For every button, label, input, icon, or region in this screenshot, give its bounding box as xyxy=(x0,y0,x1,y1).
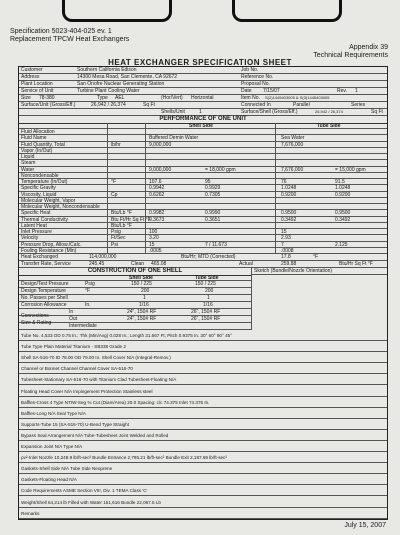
address-value: 14300 Mesa Road, San Clemente, CA 92672 xyxy=(77,74,178,80)
construction-channel-row xyxy=(19,363,387,374)
conn-out-tube: 26", 150# RF xyxy=(191,316,221,322)
performance-cell-unit: lb/hr xyxy=(111,141,121,148)
performance-cell-t-in: 1.0248 xyxy=(281,185,297,192)
conn-out-label: Out xyxy=(69,316,78,322)
surface-shell-units: Sq Ft xyxy=(371,109,383,115)
date-label: Date xyxy=(241,88,252,94)
performance-cell-s-out: 0.3651 xyxy=(205,216,221,223)
construction-weight-text: Weight/Shell 64,214 lb Filled with Water 151,616 Bundle 22,067.5 Lb xyxy=(21,499,161,505)
performance-cell-s-in: 0.9942 xyxy=(149,185,165,192)
construction-bypass-text: Bypass Seal Arrangement N/A Tube-Tubesheet Joint Welded and Rolled xyxy=(21,432,169,438)
type-label: Type xyxy=(97,95,108,101)
transfer-rate-value: 245.45 xyxy=(89,261,105,267)
construction-shell-side-header: Shell Side xyxy=(129,275,153,281)
performance-cell-s-in: 100 xyxy=(149,229,158,235)
performance-section-title: PERFORMANCE OF ONE UNIT xyxy=(19,116,387,124)
performance-cell-label: Fouling Resistance (Min) xyxy=(21,247,77,254)
sketch-label: Sketch (Bundle/Nozzle Orientation) xyxy=(254,268,333,274)
performance-cell-label: Molecular Weight, Vapor xyxy=(21,197,76,204)
construction-floating-head-row xyxy=(19,386,387,397)
transfer-rate-units: Btu/Hr Sq Ft °F xyxy=(339,261,373,267)
performance-cell-unit: Psi xyxy=(111,241,118,248)
performance-cell-s-in: 0.9982 xyxy=(149,210,165,217)
performance-cell-label: Velocity xyxy=(21,235,39,242)
surface-unit-label: Surface/Unit (Gross/Eff.) xyxy=(21,102,76,108)
binder-clip-left xyxy=(62,0,172,22)
spec-form xyxy=(18,66,388,520)
performance-cell-label: Molecular Weight, Noncondensable xyxy=(21,204,100,210)
size-rating-label: Size & Rating xyxy=(21,320,52,326)
performance-column-divider xyxy=(275,123,276,254)
heat-exchanged-row xyxy=(19,254,387,261)
corrosion-shell: 1/16 xyxy=(139,302,149,308)
surface-unit-units: Sq Ft xyxy=(143,102,155,108)
design-pressure-label: Design/Test Pressure xyxy=(21,281,69,287)
performance-cell-unit: Cp xyxy=(111,191,118,198)
corrosion-label: Corrosion Allowance xyxy=(21,302,67,308)
performance-cell-label: Inlet Pressure xyxy=(21,229,52,235)
performance-cell-label: Viscosity, Liquid xyxy=(21,191,57,198)
construction-supports-row xyxy=(19,419,387,430)
performance-cell-t-in: 0.9200 xyxy=(281,191,297,198)
design-temp-label: Design Temperature xyxy=(21,288,66,294)
performance-cell-label: Noncondensable xyxy=(21,172,59,179)
actual-label: Actual xyxy=(239,261,253,267)
performance-cell-t-in: 0.9500 xyxy=(281,210,297,217)
performance-cell-s-out: 7 / 11.673 xyxy=(205,241,227,248)
design-pressure-row xyxy=(19,281,251,288)
spec-header xyxy=(10,28,129,44)
sketch-divider xyxy=(251,275,252,330)
conn-in-label: In xyxy=(69,309,74,315)
mtd-label: Btu/Hr; MTD (Corrected) xyxy=(181,254,236,260)
job-no-label: Job No. xyxy=(241,67,259,73)
customer-value: Southern California Edison xyxy=(77,67,137,73)
address-row xyxy=(19,74,387,81)
performance-cell-t-in: 0.3492 xyxy=(281,216,297,223)
performance-cell-t-in: 2.93 xyxy=(281,235,291,242)
performance-cell-s-in: 0.3673 xyxy=(149,216,165,223)
construction-code-text: Code Requirements ASME Section VIII, Div. 1 TEMA Class 'C' xyxy=(21,488,148,494)
plant-row xyxy=(19,81,387,88)
construction-shell-text: Shell SA-516-70 ID 78.00 OD 79.00 In. Shell Cover N/A (Integral-Remov.) xyxy=(21,355,171,361)
transfer-rate-label: Transfer Rate, Service xyxy=(21,261,71,267)
replacement-line: Replacement TPCW Heat Exchangers xyxy=(10,36,130,43)
performance-cell-label: Temperature (In/Out) xyxy=(21,179,68,185)
customer-row xyxy=(19,67,387,74)
construction-expansion-row xyxy=(19,441,387,452)
connected-value: Parallel xyxy=(293,102,310,108)
appendix-label: Appendix 39 xyxy=(349,44,388,51)
performance-cell-unit: Btu/Lb °F xyxy=(111,210,132,217)
construction-section-title: CONSTRUCTION OF ONE SHELL xyxy=(19,268,251,276)
passes-tube: 1 xyxy=(207,295,210,301)
sheet-title: HEAT EXCHANGER SPECIFICATION SHEET xyxy=(108,58,292,67)
construction-baffles-cross-row xyxy=(19,397,387,408)
design-temp-unit: °F xyxy=(85,288,91,294)
design-pressure-tube: 150 / 225 xyxy=(195,281,216,287)
construction-code-row xyxy=(19,485,387,496)
performance-cell-label: Water xyxy=(21,166,35,173)
construction-rhov2-row xyxy=(19,452,387,463)
performance-cell-t-in: 76 xyxy=(281,179,287,185)
construction-gaskets-shell-text: Gaskets-Shell Side N/A Tube Side Neoprene xyxy=(21,466,113,472)
performance-cell-s-in: 9,000,000 xyxy=(149,166,172,173)
performance-cell-label: Vapor (In/Out) xyxy=(21,147,53,154)
mtd-unit: °F xyxy=(313,254,319,260)
address-label: Address xyxy=(21,74,40,80)
size-value: 78-380 xyxy=(39,95,55,101)
construction-gaskets-float-row xyxy=(19,474,387,485)
performance-cell-unit: Ft/Sec xyxy=(111,235,126,242)
construction-tube-no-row xyxy=(19,330,387,341)
conn-in-tube: 26", 150# RF xyxy=(191,309,221,315)
performance-cell-s-out: = 18,000 gpm xyxy=(205,166,236,173)
performance-cell-label: Steam xyxy=(21,160,36,167)
size-row xyxy=(19,95,387,102)
construction-tubesheet-stat-row xyxy=(19,374,387,385)
passes-label: No. Passes per Shell xyxy=(21,295,68,301)
corrosion-unit: In. xyxy=(85,302,91,308)
binder-clip-right xyxy=(232,0,342,22)
service-label: Service of Unit xyxy=(21,88,54,94)
performance-cell-s-out: 0.7305 xyxy=(205,191,221,198)
performance-cell-t-in: .0008 xyxy=(281,247,294,254)
proposal-label: Proposal No. xyxy=(241,81,270,87)
performance-cell-t-in: 7 xyxy=(281,241,284,248)
performance-cell-t-out: 0.3492 xyxy=(335,216,351,223)
performance-cell-s-in: 9,000,000 xyxy=(149,141,172,148)
performance-cell-s-in: Buffered Demin Water xyxy=(149,135,199,142)
performance-column-divider xyxy=(145,123,146,254)
performance-cell-s-in: 107.6 xyxy=(149,179,162,185)
performance-cell-label: Fluid Name xyxy=(21,135,47,142)
design-pressure-shell: 150 / 225 xyxy=(131,281,152,287)
construction-shell-row xyxy=(19,352,387,363)
actual-value: 259.88 xyxy=(281,261,297,267)
performance-cell-t-in: Sea Water xyxy=(281,135,305,142)
rev-value: 1 xyxy=(355,88,358,94)
performance-cell-label: Latent Heat xyxy=(21,222,47,229)
performance-cell-s-in: 15 xyxy=(149,241,155,248)
performance-cell-t-in: 15 xyxy=(281,229,287,235)
construction-supports-text: Supports-Tube 15 (SA-516-70) U-Bend Type Straight xyxy=(21,421,130,427)
surface-shell-label: Surface/Shell (Gross/Eff.) xyxy=(241,109,298,115)
design-temp-row xyxy=(19,288,251,295)
performance-cell-label: Pressure Drop, Allow./Calc. xyxy=(21,241,82,248)
connections-label: Connections xyxy=(21,313,49,319)
performance-cell-unit: Btu/Lb °F xyxy=(111,222,132,229)
design-temp-tube: 200 xyxy=(205,288,214,294)
item-no-value: S(2)1445403005 & S(3)1445403005 xyxy=(265,95,330,100)
transfer-rate-row xyxy=(19,261,387,268)
shells-label: Shells/Unit xyxy=(161,109,185,115)
perf-shell-side-header: Shell Side xyxy=(189,123,213,129)
performance-cell-unit: Btu Ft/Hr Sq Ft °F xyxy=(111,216,151,223)
performance-cell-s-in: 0.6262 xyxy=(149,191,165,198)
mtd-value: 17.8 xyxy=(281,254,291,260)
performance-cell-unit: Psig xyxy=(111,229,121,235)
performance-cell-label: Specific Heat xyxy=(21,210,51,217)
shells-row xyxy=(19,109,387,116)
construction-tube-type-row xyxy=(19,341,387,352)
design-temp-shell: 200 xyxy=(141,288,150,294)
performance-cell-t-out: 0.9200 xyxy=(335,191,351,198)
technical-requirements-label: Technical Requirements xyxy=(313,52,388,59)
construction-remarks-text: Remarks xyxy=(21,510,40,516)
performance-column-divider xyxy=(107,123,108,254)
construction-tube-no-text: Tube No. 4,533 OD 0.75 In.; Thk (Min/Avg) 0.028 In.; Length 31.667 Ft; Pitch 0.9375 In. 30° 60° 90° 45° xyxy=(21,333,233,338)
conn-out-shell: 24", 150# RF xyxy=(127,316,157,322)
type-value: AEL xyxy=(115,95,125,101)
date-value: 7/15/07 xyxy=(263,88,280,94)
performance-cell-t-in: 7,676,000 xyxy=(281,141,304,148)
footer-date: July 15, 2007 xyxy=(344,522,386,529)
size-label: Size xyxy=(21,95,31,101)
construction-gaskets-float-text: Gaskets-Floating Head N/A xyxy=(21,477,77,483)
performance-cell-label: Liquid xyxy=(21,154,35,160)
surface-unit-row xyxy=(19,102,387,109)
performance-cell-s-out: 0.9990 xyxy=(205,210,221,217)
shells-value: 1 xyxy=(199,109,202,115)
surface-shell-value: 26,942 / 26,374 xyxy=(315,109,343,114)
plant-label: Plant Location xyxy=(21,81,53,87)
connected-label: Connected In xyxy=(241,102,271,108)
construction-tubesheet-stat-text: Tubesheet-Stationary SA-516-70 with Titanium Clad Tubesheet-Floating N/A xyxy=(21,377,177,383)
performance-cell-t-in: 7,676,000 xyxy=(281,166,304,173)
performance-cell-s-in: .0005 xyxy=(149,247,162,254)
spec-line: Specification 5023-404-025 ev. 1 xyxy=(10,28,112,35)
construction-baffles-long-row xyxy=(19,408,387,419)
performance-cell-t-out: 91.5 xyxy=(335,179,345,185)
performance-cell-t-out: 1.0248 xyxy=(335,185,351,192)
service-value: Turbine Plant Cooling Water xyxy=(77,88,140,94)
corrosion-tube: 1/16 xyxy=(203,302,213,308)
performance-cell-s-out: 95 xyxy=(205,179,211,185)
sketch-label-cell xyxy=(251,268,388,275)
performance-cell-t-out: = 15,000 gpm xyxy=(335,166,366,173)
perf-tube-side-header: Tube Side xyxy=(317,123,341,129)
performance-cell-label: Thermal Conductivity xyxy=(21,216,68,223)
performance-cell-label: Specific Gravity xyxy=(21,185,56,192)
construction-weight-row xyxy=(19,497,387,508)
plant-value: San Onofre Nuclear Generating Station xyxy=(77,81,165,87)
construction-floating-head-text: Floating Head Cover N/A Impingement Protection Stainless steel xyxy=(21,388,153,394)
clean-label: Clean xyxy=(131,261,145,267)
rev-label: Rev. xyxy=(337,88,347,94)
conn-intermediate-label: Intermediate xyxy=(69,323,97,329)
corrosion-row xyxy=(19,302,251,309)
heat-exchanged-value: 114,000,000 xyxy=(89,254,117,260)
construction-gaskets-shell-row xyxy=(19,463,387,474)
construction-channel-text: Channel or Bonnet Channel Channel Cover SA-516-70 xyxy=(21,366,133,372)
construction-tube-type-text: Tube Type Plain Material Titanium - SB338 Grade 2 xyxy=(21,344,126,350)
orientation-value: Horizontal xyxy=(191,95,214,101)
design-pressure-unit: Psig xyxy=(85,281,95,287)
construction-baffles-long-text: Baffles-Long N/A Seal Type N/A xyxy=(21,410,86,416)
construction-expansion-text: Expansion Joint N/A Type N/A xyxy=(21,444,83,449)
performance-cell-label: Fluid Allocation xyxy=(21,129,55,135)
performance-cell-label: Fluid Quantity, Total xyxy=(21,141,65,148)
performance-cell-s-in: 3.20 xyxy=(149,235,159,242)
surface-unit-value: 26,942 / 26,374 xyxy=(91,102,126,108)
performance-cell-s-out: 0.9929 xyxy=(205,185,221,192)
construction-bypass-row xyxy=(19,430,387,441)
reference-label: Reference No. xyxy=(241,74,274,80)
clean-value: 465.08 xyxy=(151,261,167,267)
conn-in-shell: 24", 150# RF xyxy=(127,309,157,315)
construction-tube-side-header: Tube Side xyxy=(195,275,219,281)
construction-remarks-row xyxy=(19,508,387,519)
performance-cell-unit: °F xyxy=(111,179,117,185)
performance-cell-t-out: 2.125 xyxy=(335,241,348,248)
performance-cell-t-out: 0.9500 xyxy=(335,210,351,217)
passes-shell: 1 xyxy=(143,295,146,301)
construction-rhov2-text: ρv²-Inlet Nozzle 10,248.9 lb/ft-sec² Bundle Entrance 2,795.21 lb/ft-sec² Bundle Exit 2,187.69 lb/ft-sec² xyxy=(21,455,227,461)
orientation-label: (Hor/Vert) xyxy=(161,95,183,101)
heat-exchanged-label: Heat Exchanged xyxy=(21,254,58,260)
passes-row xyxy=(19,295,251,302)
service-row xyxy=(19,88,387,95)
construction-baffles-cross-text: Baffles-Cross 4 Type NTIW-Seg % Cut (Diam/Area) 20.0 Spacing: c/c 74.375 Inlet 74.375 In. xyxy=(21,399,210,405)
customer-label: Customer xyxy=(21,67,43,73)
series-label: Series xyxy=(351,102,366,108)
conn-intermediate-row xyxy=(19,323,251,330)
item-no-label: Item No. xyxy=(241,95,260,101)
